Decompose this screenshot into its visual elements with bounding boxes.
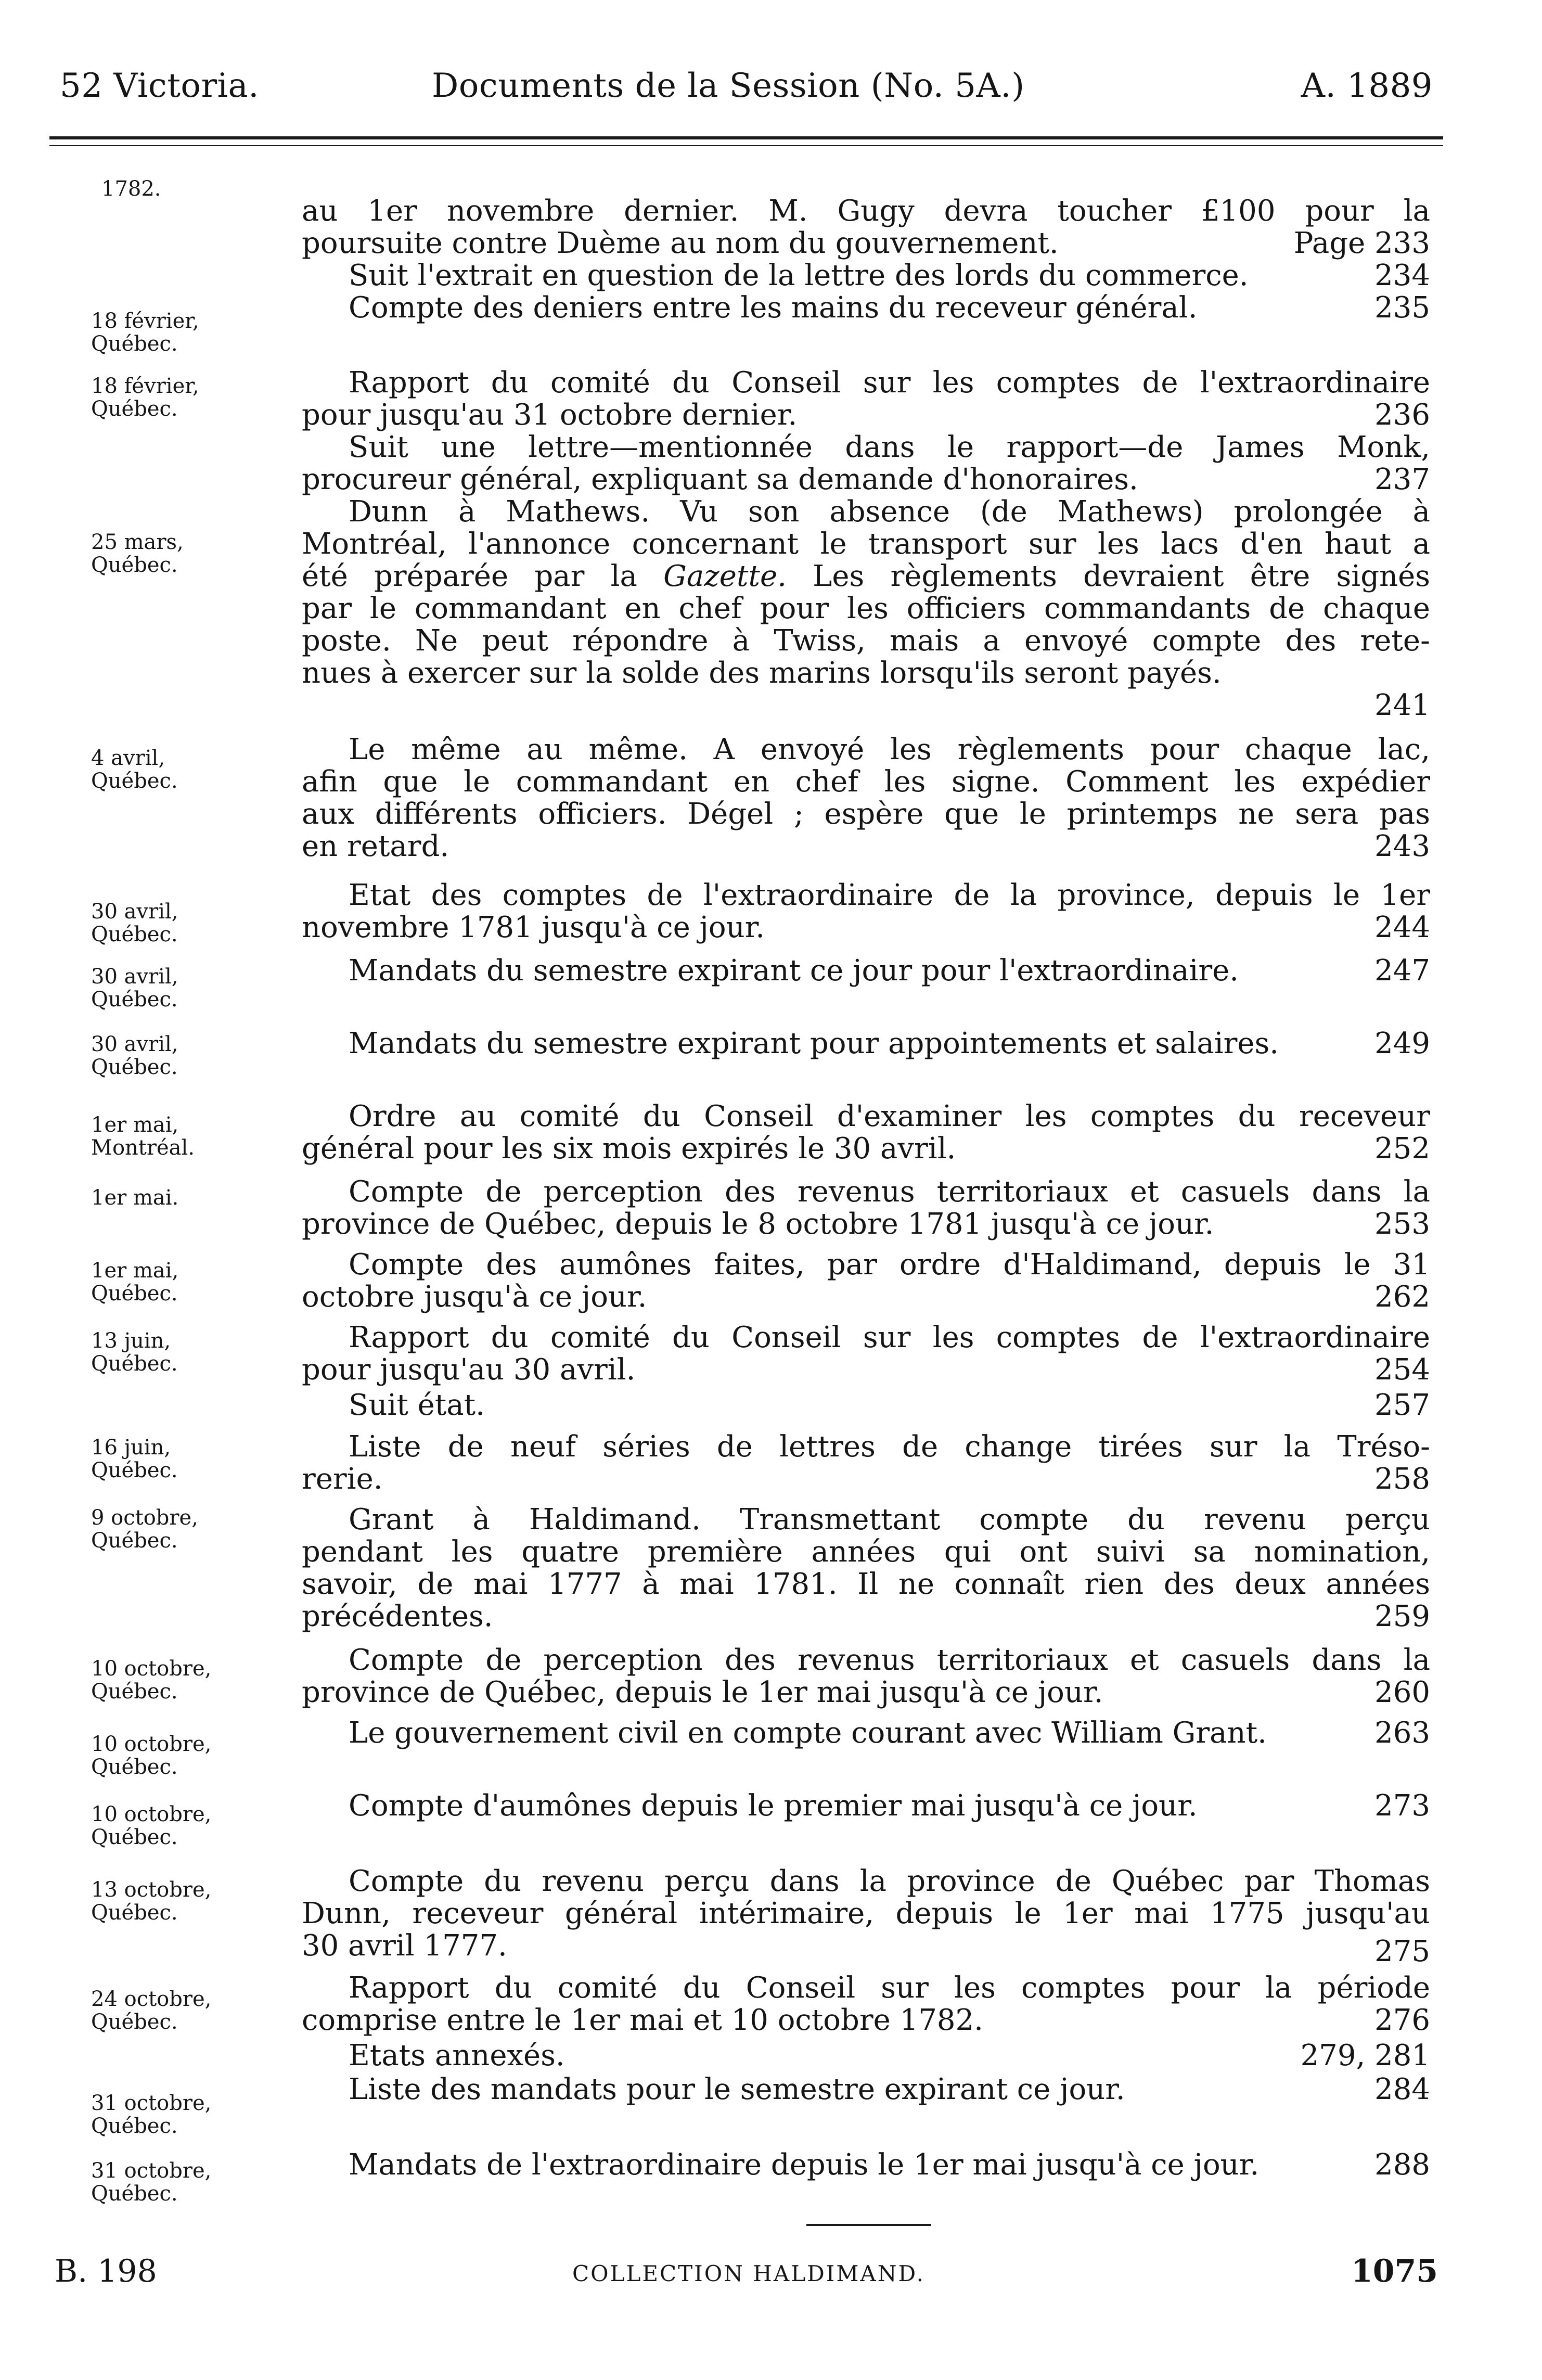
text-line: pour jusqu'au 31 octobre dernier. — [302, 398, 798, 432]
page-ref: 244 — [1374, 911, 1430, 944]
text-line: Mandats du semestre expirant ce jour pour l'extraordinaire. — [349, 954, 1239, 988]
text-line: général pour les six mois expirés le 30 avril. — [302, 1132, 956, 1166]
page-ref: 258 — [1374, 1462, 1430, 1496]
text-line: Liste de neuf séries de lettres de change tirées sur la Tréso- — [349, 1430, 1430, 1464]
date-entry: 1er mai, Québec. — [91, 1259, 179, 1306]
page-ref: 260 — [1374, 1675, 1430, 1709]
text-line: nues à exercer sur la solde des marins lorsqu'ils seront payés. — [302, 656, 1222, 690]
footer-collection-title: COLLECTION HALDIMAND. — [572, 2261, 926, 2286]
page-ref: 241 — [1374, 688, 1430, 722]
date-entry: 1er mai. — [91, 1186, 179, 1210]
text-line: Dunn à Mathews. Vu son absence (de Mathews) prolongée à — [349, 495, 1430, 529]
text-line: été préparée par la Gazette. Les règlements devraient être signés — [302, 559, 1431, 593]
text-line: novembre 1781 jusqu'à ce jour. — [302, 911, 765, 944]
page-ref: 263 — [1374, 1716, 1430, 1750]
footer-page-number: 1075 — [1351, 2253, 1438, 2289]
date-entry: 31 octobre, Québec. — [91, 2091, 212, 2138]
text-line: aux différents officiers. Dégel ; espère que le printemps ne sera pas — [302, 797, 1430, 831]
page-ref: 234 — [1374, 259, 1430, 292]
page-ref: 262 — [1374, 1280, 1430, 1314]
text-line: en retard. — [302, 829, 449, 863]
text-line: Etats annexés. — [349, 2039, 565, 2072]
date-entry: 30 avril, Québec. — [91, 1032, 178, 1079]
year-label: 1782. — [101, 177, 161, 201]
header-year: A. 1889 — [1301, 67, 1433, 105]
text-line: 30 avril 1777. — [302, 1929, 507, 1963]
date-entry: 18 février, Québec. — [91, 309, 199, 356]
page-ref: 236 — [1374, 398, 1430, 432]
date-entry: 30 avril, Québec. — [91, 965, 178, 1012]
text-line: Rapport du comité du Conseil sur les comptes de l'extraordinaire — [349, 1321, 1430, 1354]
text-line: Suit l'extrait en question de la lettre des lords du commerce. — [349, 259, 1249, 292]
date-entry: 10 octobre, Québec. — [91, 1802, 212, 1849]
text-line: Liste des mandats pour le semestre expirant ce jour. — [349, 2072, 1125, 2106]
date-entry: 16 juin, Québec. — [91, 1436, 178, 1482]
footer-rule — [806, 2224, 931, 2226]
text-line: comprise entre le 1er mai et 10 octobre 1782. — [302, 2003, 983, 2037]
page-ref: 275 — [1374, 1935, 1430, 1968]
text-line: Suit état. — [349, 1388, 485, 1422]
text-line: province de Québec, depuis le 1er mai jusqu'à ce jour. — [302, 1675, 1103, 1709]
header-rule-thick — [49, 136, 1443, 139]
page-ref: 273 — [1374, 1789, 1430, 1823]
page-ref: 257 — [1374, 1388, 1430, 1422]
page-ref: 276 — [1374, 2003, 1430, 2037]
text-line: Compte de perception des revenus territoriaux et casuels dans la — [349, 1643, 1430, 1677]
date-entry: 30 avril, Québec. — [91, 900, 178, 946]
page-ref: 284 — [1374, 2072, 1430, 2106]
date-entry: 4 avril, Québec. — [91, 746, 178, 793]
page-ref: 247 — [1374, 954, 1430, 988]
date-entry: 9 octobre, Québec. — [91, 1506, 198, 1553]
header-rule-thin — [49, 145, 1443, 146]
text-line: poursuite contre Duème au nom du gouvernement. — [302, 226, 1059, 260]
text-line: Compte des aumônes faites, par ordre d'Haldimand, depuis le 31 — [349, 1248, 1430, 1282]
date-entry: 13 octobre, Québec. — [91, 1878, 212, 1925]
date-entry: 13 juin, Québec. — [91, 1329, 178, 1376]
gazette-title: Gazette. — [663, 559, 787, 593]
page-ref: 288 — [1374, 2148, 1430, 2182]
text-line: par le commandant en chef pour les officiers commandants de chaque — [302, 592, 1430, 625]
header-session-year: 52 Victoria. — [60, 67, 259, 105]
text-line: province de Québec, depuis le 8 octobre 1781 jusqu'à ce jour. — [302, 1207, 1214, 1241]
text-line: poste. Ne peut répondre à Twiss, mais a envoyé compte des rete- — [302, 624, 1430, 658]
text-line: Compte des deniers entre les mains du receveur général. — [349, 291, 1198, 325]
text-line: Compte du revenu perçu dans la province de Québec par Thomas — [349, 1864, 1430, 1898]
text-line: Mandats du semestre expirant pour appointements et salaires. — [349, 1027, 1279, 1060]
date-entry: 24 octobre, Québec. — [91, 1987, 212, 2034]
text-line: Le même au même. A envoyé les règlements pour chaque lac, — [349, 733, 1430, 766]
text-line: procureur général, expliquant sa demande d'honoraires. — [302, 463, 1138, 496]
header-title: Documents de la Session (No. 5A.) — [432, 67, 1025, 105]
date-entry: 31 octobre, Québec. — [91, 2159, 212, 2206]
text-line: afin que le commandant en chef les signe. Comment les expédier — [302, 765, 1430, 799]
text-line: Compte d'aumônes depuis le premier mai jusqu'à ce jour. — [349, 1789, 1198, 1823]
text-line: Rapport du comité du Conseil sur les comptes de l'extraordinaire — [349, 366, 1430, 400]
text-line: Le gouvernement civil en compte courant avec William Grant. — [349, 1716, 1267, 1750]
text-line: pendant les quatre première années qui ont suivi sa nomination, — [302, 1535, 1430, 1569]
date-entry: 25 mars, Québec. — [91, 530, 184, 577]
page-ref: 235 — [1374, 291, 1430, 325]
text-line: au 1er novembre dernier. M. Gugy devra toucher £100 pour la — [302, 194, 1430, 228]
text-line: Montréal, l'annonce concernant le transport sur les lacs d'en haut a — [302, 527, 1430, 561]
page-ref: 243 — [1374, 829, 1430, 863]
page-ref: 249 — [1374, 1027, 1430, 1060]
text-line: Dunn, receveur général intérimaire, depuis le 1er mai 1775 jusqu'au — [302, 1897, 1430, 1930]
text-line: Mandats de l'extraordinaire depuis le 1er mai jusqu'à ce jour. — [349, 2148, 1260, 2182]
text-line: rerie. — [302, 1462, 383, 1496]
date-entry: 10 octobre, Québec. — [91, 1732, 212, 1779]
text-line: Suit une lettre—mentionnée dans le rapport—de James Monk, — [349, 430, 1430, 464]
page-ref: 279, 281 — [1300, 2039, 1430, 2072]
page-ref: 252 — [1374, 1132, 1430, 1166]
date-entry: 18 février, Québec. — [91, 374, 199, 421]
date-entry: 1er mai, Montréal. — [91, 1113, 195, 1160]
footer-volume-ref: B. 198 — [55, 2253, 157, 2289]
text-line: Etat des comptes de l'extraordinaire de la province, depuis le 1er — [349, 878, 1430, 912]
page-ref: 259 — [1374, 1600, 1430, 1633]
text-line: Rapport du comité du Conseil sur les comptes pour la période — [349, 1971, 1430, 2005]
text-line: précédentes. — [302, 1600, 493, 1633]
page-ref: Page 233 — [1293, 226, 1430, 260]
date-entry: 10 octobre, Québec. — [91, 1657, 212, 1704]
page-ref: 254 — [1374, 1353, 1430, 1387]
text-line: pour jusqu'au 30 avril. — [302, 1353, 636, 1387]
text-line: Grant à Haldimand. Transmettant compte du revenu perçu — [349, 1503, 1430, 1537]
text-line: octobre jusqu'à ce jour. — [302, 1280, 647, 1314]
page-ref: 237 — [1374, 463, 1430, 496]
text-line: savoir, de mai 1777 à mai 1781. Il ne connaît rien des deux années — [302, 1567, 1430, 1601]
text-line: Compte de perception des revenus territoriaux et casuels dans la — [349, 1175, 1430, 1209]
page-ref: 253 — [1374, 1207, 1430, 1241]
text-line: Ordre au comité du Conseil d'examiner les comptes du receveur — [349, 1099, 1430, 1133]
